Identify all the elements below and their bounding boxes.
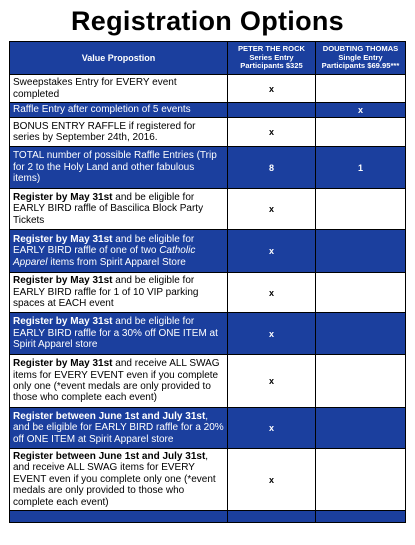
row-text-italic: Catholic Apparel (13, 245, 196, 268)
row-text-bold: Register between June 1st and July 31st (13, 450, 206, 462)
row-description (10, 75, 228, 103)
row-text-bold: Register by May 31st (13, 358, 113, 370)
doubting-thomas-cell (316, 355, 406, 408)
row-text: Raffle Entry after completion of 5 events (13, 104, 191, 116)
row-description (10, 449, 228, 511)
value-proposition-header: Value Propostion (10, 42, 228, 75)
doubting-thomas-cell (316, 230, 406, 273)
row-text-bold: Register by May 31st (13, 233, 113, 245)
row-text: items from Spirit Apparel Store (47, 256, 186, 268)
row-text: Sweepstakes Entry for EVERY event completed (13, 77, 177, 100)
table-row (10, 103, 406, 118)
table-row (10, 75, 406, 103)
plan-price: Participants $69.95*** (321, 61, 400, 71)
peter-the-rock-cell: x (228, 408, 316, 449)
row-text: and be eligible for EARLY BIRD raffle for a 30% off ONE ITEM at Spirit Apparel store (13, 316, 218, 351)
row-description (10, 313, 228, 355)
peter-the-rock-cell: x (228, 449, 316, 511)
peter-the-rock-cell: x (228, 118, 316, 147)
table-row (10, 273, 406, 313)
table-row (10, 408, 406, 449)
row-text: BONUS ENTRY RAFFLE if registered for series by September 24th, 2016. (13, 120, 196, 143)
doubting-thomas-cell (316, 511, 406, 523)
plan-price: Participants $325 (240, 61, 303, 71)
row-description (10, 408, 228, 449)
row-text: and be eligible for EARLY BIRD raffle of one of two (13, 233, 195, 257)
registration-options-table (9, 41, 406, 523)
row-text: and be eligible for EARLY BIRD raffle for 1 of 10 VIP parking spaces at EACH event (13, 275, 199, 310)
table-row (10, 230, 406, 273)
plan-name: PETER THE ROCK (237, 44, 306, 54)
peter-the-rock-cell: x (228, 355, 316, 408)
doubting-thomas-cell: 1 (316, 147, 406, 189)
table-row (10, 189, 406, 230)
doubting-thomas-header (316, 42, 406, 75)
plan-type: Single Entry (338, 52, 383, 62)
table-row (10, 147, 406, 189)
row-text-bold: Register by May 31st (13, 316, 113, 328)
table-row (10, 355, 406, 408)
row-description (10, 511, 228, 523)
page-title: Registration Options (70, 6, 344, 36)
row-description (10, 355, 228, 408)
doubting-thomas-cell (316, 189, 406, 230)
row-text: , and receive ALL SWAG items for EVERY EVENT even if you complete only one (*event medals are only provided to those who complete each event) (13, 450, 216, 508)
row-description (10, 147, 228, 189)
peter-the-rock-cell: x (228, 189, 316, 230)
doubting-thomas-cell (316, 273, 406, 313)
table-row (10, 313, 406, 355)
row-description (10, 103, 228, 118)
peter-the-rock-cell: x (228, 75, 316, 103)
row-description (10, 118, 228, 147)
peter-the-rock-cell: x (228, 273, 316, 313)
row-text: and receive ALL SWAG items for EVERY EVENT even if you complete only one (*event medals are only provided to those who complete each event) (13, 358, 220, 404)
doubting-thomas-cell (316, 449, 406, 511)
doubting-thomas-cell (316, 75, 406, 103)
row-text: , and be eligible for EARLY BIRD raffle for a 20% off ONE ITEM at Spirit Apparel store (13, 410, 224, 445)
row-text: TOTAL number of possible Raffle Entries (Trip for 2 to the Holy Land and other fabulous items) (13, 150, 217, 185)
table-row (10, 118, 406, 147)
row-text: and be eligible for EARLY BIRD raffle of Bascilica Block Party Tickets (13, 191, 204, 226)
table-row (10, 449, 406, 511)
plan-name: DOUBTING THOMAS (322, 44, 399, 54)
table-row-empty (10, 511, 406, 523)
peter-the-rock-cell: 8 (228, 147, 316, 189)
peter-the-rock-header (228, 42, 316, 75)
plan-type: Series Entry (249, 52, 294, 62)
row-description (10, 273, 228, 313)
doubting-thomas-cell: x (316, 103, 406, 118)
doubting-thomas-cell (316, 408, 406, 449)
row-text-bold: Register between June 1st and July 31st (13, 410, 206, 422)
doubting-thomas-cell (316, 118, 406, 147)
peter-the-rock-cell: x (228, 313, 316, 355)
peter-the-rock-cell (228, 511, 316, 523)
row-text-bold: Register by May 31st (13, 191, 113, 203)
row-description (10, 189, 228, 230)
peter-the-rock-cell (228, 103, 316, 118)
row-description (10, 230, 228, 273)
row-text-bold: Register by May 31st (13, 275, 113, 287)
doubting-thomas-cell (316, 313, 406, 355)
table-header-row (10, 42, 406, 75)
peter-the-rock-cell: x (228, 230, 316, 273)
